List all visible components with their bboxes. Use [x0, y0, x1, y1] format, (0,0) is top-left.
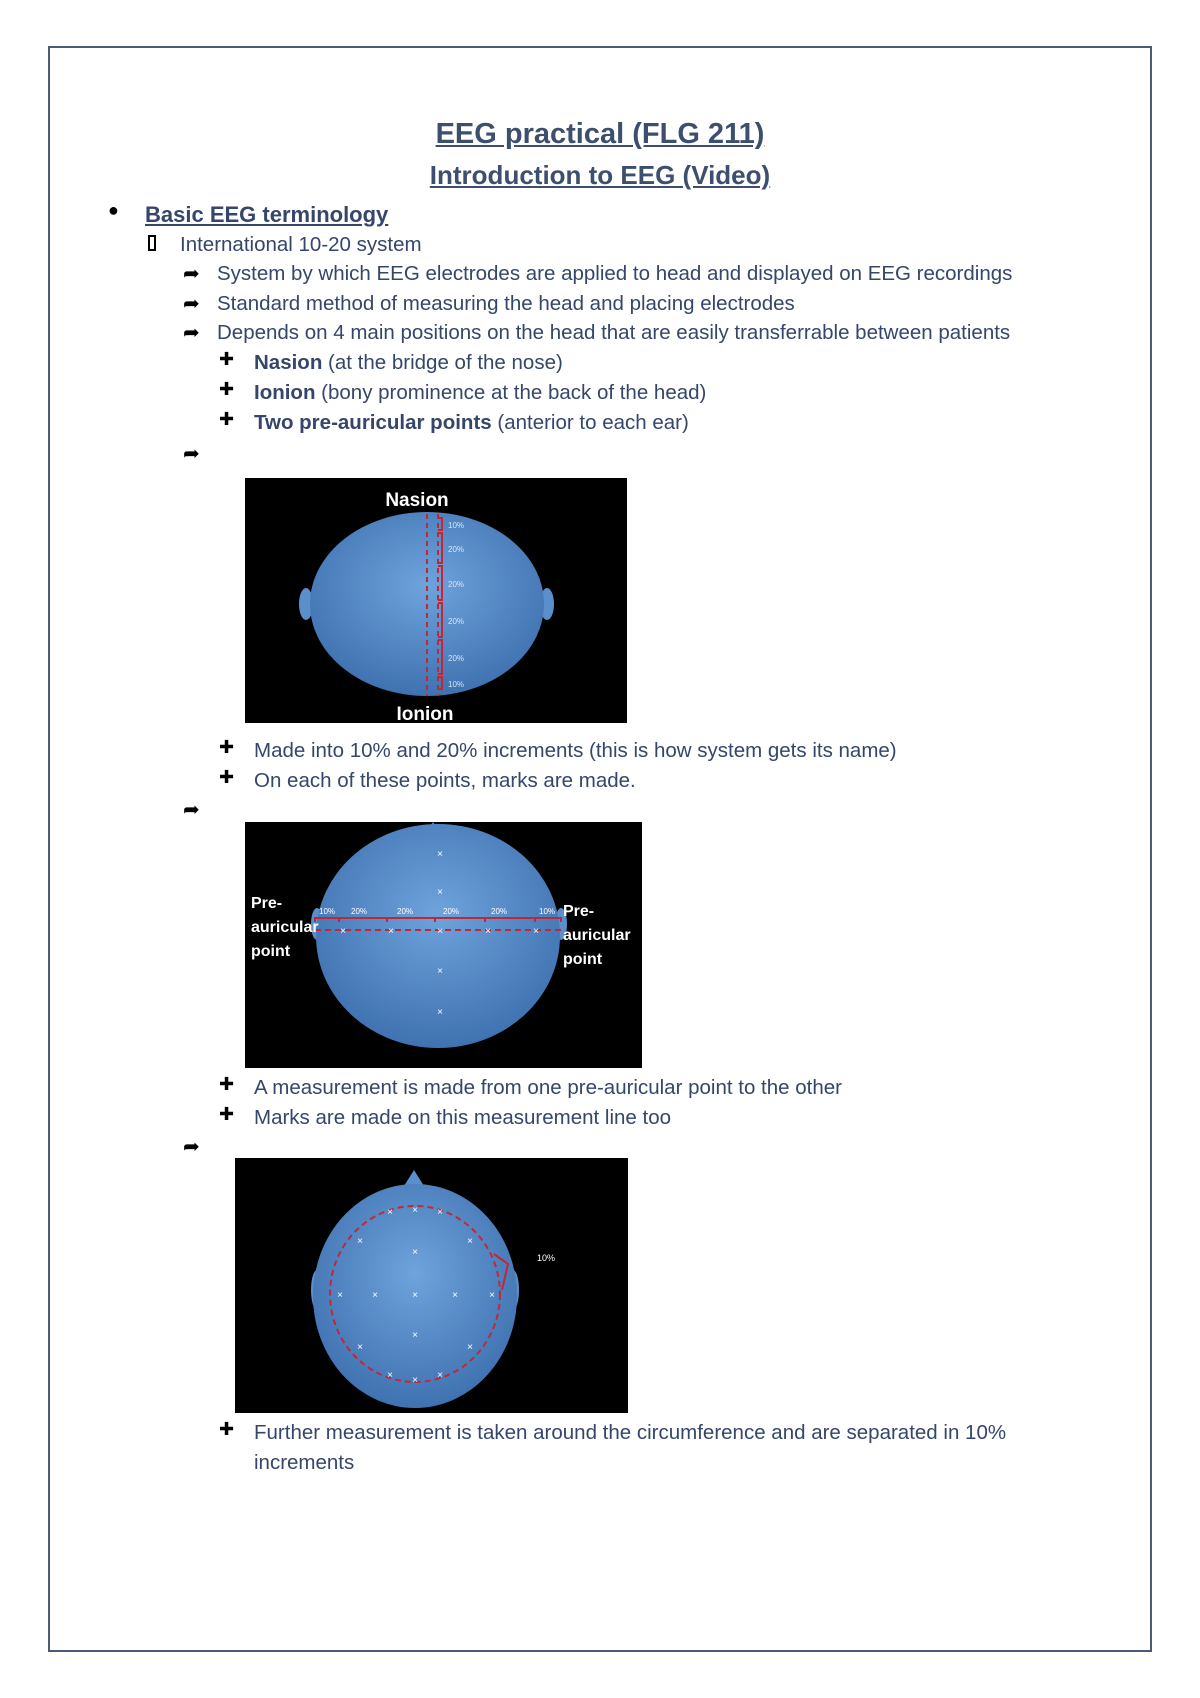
cross-bullet-icon: ✚: [219, 1104, 235, 1124]
cross-bullet-icon: ✚: [219, 349, 235, 369]
svg-text:×: ×: [372, 1290, 378, 1301]
svg-text:×: ×: [437, 849, 443, 860]
arrow-bullet-icon: ➦: [183, 293, 200, 315]
ionion-label: Ionion: [396, 704, 454, 723]
svg-text:Pre-: Pre-: [563, 903, 595, 920]
position-item: Nasion (at the bridge of the nose): [254, 351, 563, 374]
tick-label: 20%: [397, 907, 414, 916]
cross-bullet-icon: ✚: [219, 1074, 235, 1094]
figure-nasion-ionion: [245, 478, 627, 723]
point-text: System by which EEG electrodes are applied to head and displayed on EEG recordings: [217, 262, 1013, 285]
tick-label: 10%: [319, 907, 336, 916]
svg-text:×: ×: [388, 926, 394, 937]
note-text: Further measurement is taken around the circumference and are separated in 10%: [254, 1421, 1007, 1444]
point-text: Depends on 4 main positions on the head that are easily transferrable between patients: [217, 321, 1011, 344]
arrow-bullet-icon: ➦: [183, 1136, 200, 1158]
svg-text:auricular: auricular: [251, 919, 319, 936]
tick-label: 20%: [351, 907, 368, 916]
svg-text:×: ×: [412, 1375, 418, 1386]
document-title: EEG practical (FLG 211): [435, 118, 765, 150]
cross-bullet-icon: ✚: [219, 379, 235, 399]
tick-label: 20%: [491, 907, 508, 916]
cross-bullet-icon: ✚: [219, 767, 235, 787]
svg-text:point: point: [563, 951, 603, 968]
svg-text:×: ×: [412, 1205, 418, 1216]
arrow-bullet-icon: ➦: [183, 443, 200, 465]
arrow-bullet-icon: ➦: [183, 322, 200, 344]
svg-text:×: ×: [412, 1330, 418, 1341]
svg-text:×: ×: [467, 1236, 473, 1247]
svg-text:×: ×: [437, 1007, 443, 1018]
tick-label: 10%: [448, 521, 465, 530]
svg-text:auricular: auricular: [563, 927, 631, 944]
svg-text:×: ×: [489, 1290, 495, 1301]
cross-bullet-icon: ✚: [219, 737, 235, 757]
document-subtitle: Introduction to EEG (Video): [429, 160, 771, 190]
svg-text:×: ×: [452, 1290, 458, 1301]
note-text: A measurement is made from one pre-auricular point to the other: [254, 1076, 842, 1099]
tick-label: 10%: [537, 1253, 556, 1263]
position-item: Ionion (bony prominence at the back of the head): [254, 381, 707, 404]
svg-text:×: ×: [412, 1247, 418, 1258]
cross-bullet-icon: ✚: [219, 409, 235, 429]
svg-text:×: ×: [437, 1370, 443, 1381]
svg-text:×: ×: [437, 887, 443, 898]
arrow-bullet-icon: ➦: [183, 263, 200, 285]
svg-text:×: ×: [357, 1236, 363, 1247]
tick-label: 20%: [443, 907, 460, 916]
bullet-dot-icon: ●: [108, 200, 119, 220]
figure-pre-auricular: [245, 822, 642, 1068]
point-text: Standard method of measuring the head and placing electrodes: [217, 292, 795, 315]
note-text: On each of these points, marks are made.: [254, 769, 636, 792]
svg-text:×: ×: [533, 926, 539, 937]
section-heading: Basic EEG terminology: [145, 202, 389, 227]
svg-text:×: ×: [412, 1290, 418, 1301]
svg-text:×: ×: [437, 926, 443, 937]
note-text: Marks are made on this measurement line too: [254, 1106, 672, 1129]
svg-text:×: ×: [467, 1342, 473, 1353]
nose-shape: [404, 1170, 424, 1186]
svg-text:×: ×: [437, 966, 443, 977]
svg-text:×: ×: [340, 926, 346, 937]
svg-text:×: ×: [357, 1342, 363, 1353]
svg-text:×: ×: [485, 926, 491, 937]
cross-bullet-icon: ✚: [219, 1419, 235, 1439]
svg-text:×: ×: [337, 1290, 343, 1301]
note-text-continued: increments: [254, 1451, 355, 1474]
svg-text:point: point: [251, 943, 291, 960]
tick-label: 20%: [448, 617, 465, 626]
tick-label: 10%: [539, 907, 556, 916]
tick-label: 20%: [448, 580, 465, 589]
svg-text:×: ×: [437, 1207, 443, 1218]
arrow-bullet-icon: ➦: [183, 799, 200, 821]
sub-heading: International 10-20 system: [180, 233, 422, 256]
svg-text:Pre-: Pre-: [251, 895, 283, 912]
figure-circumference: [235, 1158, 628, 1413]
tick-label: 10%: [448, 680, 465, 689]
svg-text:×: ×: [387, 1370, 393, 1381]
position-item: Two pre-auricular points (anterior to each ear): [254, 411, 689, 434]
note-text: Made into 10% and 20% increments (this is how system gets its name): [254, 739, 897, 762]
nasion-label: Nasion: [385, 490, 449, 511]
svg-text:×: ×: [387, 1207, 393, 1218]
tick-label: 20%: [448, 545, 465, 554]
square-bullet-icon: [148, 235, 156, 251]
tick-label: 20%: [448, 654, 465, 663]
